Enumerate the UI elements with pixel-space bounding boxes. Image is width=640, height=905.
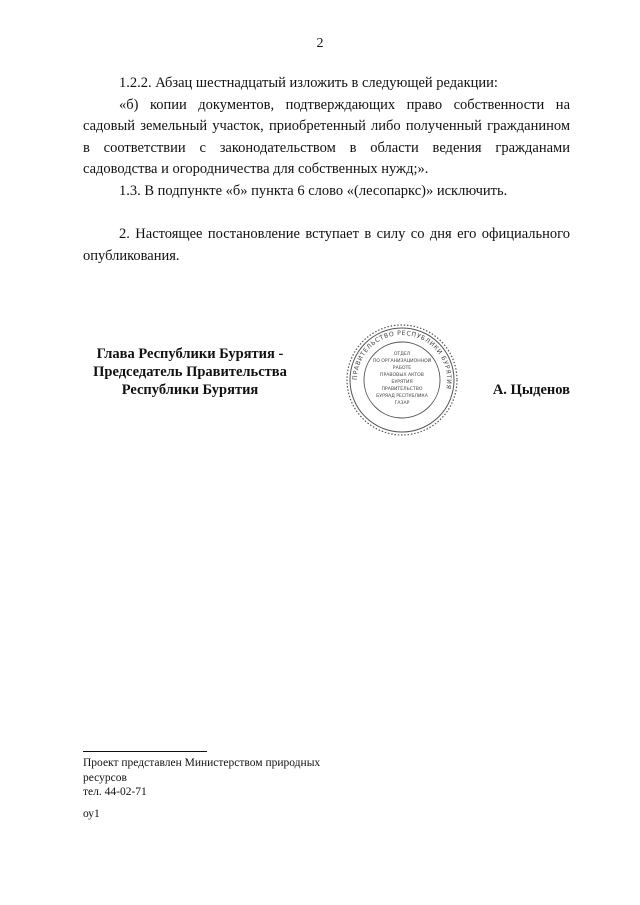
signatory-title (70, 345, 310, 399)
seal-ring-textpath: ПРАВИТЕЛЬСТВО РЕСПУБЛИКИ БУРЯТИЯ (351, 329, 453, 390)
official-seal (344, 322, 460, 438)
seal-graphic (344, 322, 460, 438)
signer-name: А. Цыденов (492, 382, 570, 398)
seal-center-line: ПРАВИТЕЛЬСТВО (381, 387, 423, 392)
seal-center-line: РАБОТЕ (392, 366, 412, 371)
seal-center-line: ПО ОРГАНИЗАЦИОННОЙ (372, 359, 432, 364)
footnote-phone: тел. 44-02-71 (83, 786, 147, 798)
seal-center-text (373, 351, 431, 406)
paragraph-quoted-item-b: «б) копии документов, подтверждающих право собственности на садовый земельный участок, приобретенный либо полученный гражданином в соответствии с законодательством в области ведения гражданами садоводства и огородничества для собственных нужд;». (83, 96, 570, 178)
seal-center-line: БУРЯАД РЕСПУБЛИКА (376, 394, 428, 399)
paragraph-1-3: 1.3. В подпункте «б» пункта 6 слово «(лесопаркс)» исключить. (119, 182, 508, 199)
paragraph-1-2-2: 1.2.2. Абзац шестнадцатый изложить в следующей редакции: (119, 75, 498, 91)
document-body (83, 73, 570, 267)
signatory-title-line: Председатель Правительства (93, 364, 287, 380)
seal-center-line: ОТДЕЛ (393, 352, 411, 357)
footnote-divider (83, 751, 207, 752)
seal-center-line: ПРАВОВЫХ АКТОВ (380, 373, 424, 378)
paragraph-2-effective-date: 2. Настоящее постановление вступает в силу со дня его официального опубликования. (83, 226, 570, 264)
seal-center-line: БУРЯТИЯ (391, 380, 413, 385)
page-number: 2 (316, 36, 324, 51)
signatory-title-line: Глава Республики Бурятия - (96, 346, 284, 362)
footnote-line: ресурсов (83, 771, 127, 784)
footnote-code: оу1 (83, 807, 100, 820)
footnote-line: Проект представлен Министерством природных (83, 757, 321, 769)
seal-center-line: ГАЗАР (394, 401, 410, 406)
footnote (83, 756, 383, 821)
signatory-title-line: Республики Бурятия (121, 382, 259, 398)
